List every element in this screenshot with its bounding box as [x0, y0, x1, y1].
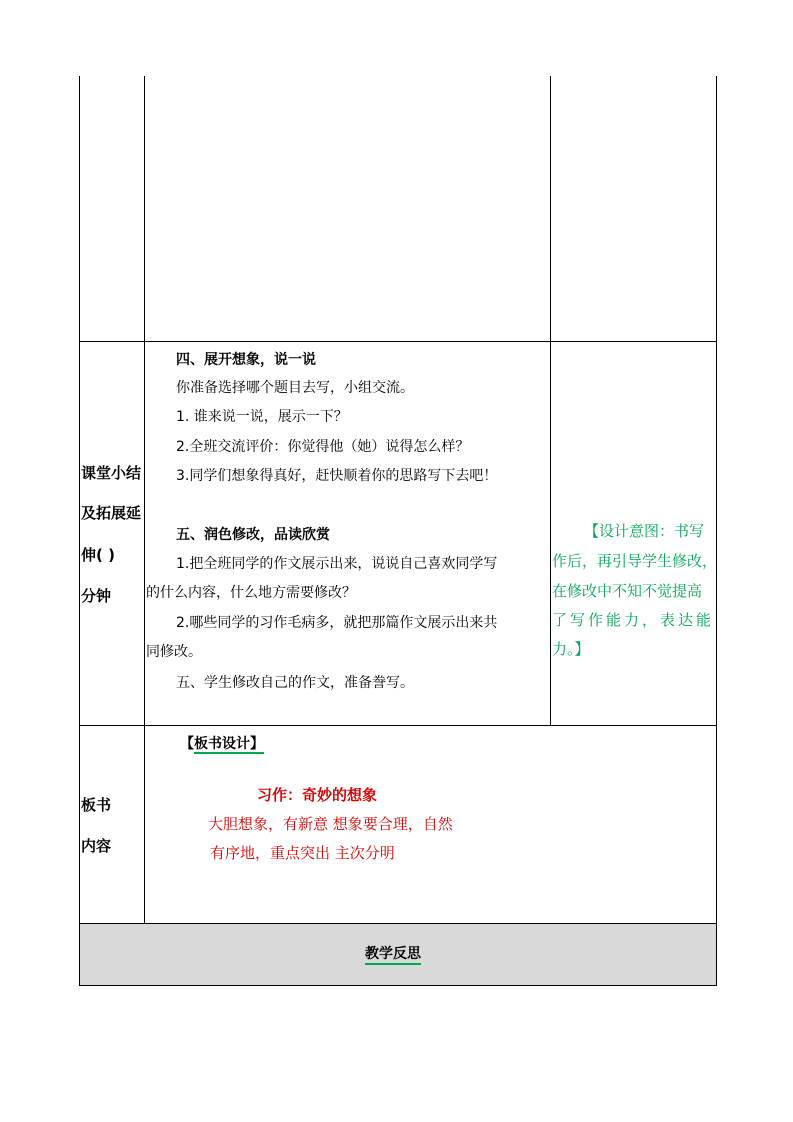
section-5-item-2-line-2: 同修改。: [146, 644, 202, 660]
row-label-board-line-2: 内容: [81, 837, 112, 855]
row-label-summary-line-4: 分钟: [81, 587, 112, 605]
row-label-board-line-1: 板书: [81, 796, 112, 814]
section-4-intro: 你准备选择哪个题目去写，小组交流。: [176, 380, 414, 396]
board-design-heading-text: 板书设计: [194, 736, 250, 752]
table-row-divider-2: [79, 725, 716, 726]
section-4-title: 四、展开想象，说一说: [176, 352, 316, 368]
table-col-divider-1: [144, 76, 145, 924]
design-intent-line-5: 力。】: [552, 640, 590, 658]
section-4-item-3: 3.同学们想象得真好，赶快顺着你的思路写下去吧！: [176, 468, 498, 484]
section-5-item-1-line-1: 1.把全班同学的作文展示出来，说说自己喜欢同学写: [176, 556, 498, 572]
row-label-summary-line-2: 及拓展延: [81, 504, 142, 522]
table-border-bottom: [79, 985, 716, 986]
section-4-item-1: 1. 谁来说一说，展示一下？: [176, 409, 348, 425]
table-row-divider-3: [79, 923, 716, 924]
table-row-divider-1: [79, 341, 716, 342]
section-5-item-1-line-2: 的什么内容，什么地方需要修改？: [146, 585, 356, 601]
section-5-title: 五、润色修改，品读欣赏: [176, 527, 330, 543]
board-design-bracket-left: 【: [180, 736, 194, 752]
design-intent-line-3: 在修改中不知不觉提高: [552, 582, 703, 600]
design-intent-line-4: 了写作能力，表达能: [552, 611, 715, 629]
table-col-divider-2: [550, 76, 551, 726]
row-label-summary-line-1: 课堂小结: [81, 464, 142, 482]
board-line-1: 大胆想象，有新意 想象要合理，自然: [208, 815, 453, 833]
board-design-heading: [180, 734, 264, 754]
section-5-item-2-line-1: 2.哪些同学的习作毛病多，就把那篇作文展示出来共: [176, 615, 498, 631]
row-label-summary-line-3: 伸( ): [81, 546, 115, 564]
design-intent-line-1: 【设计意图：书写: [584, 522, 705, 540]
board-line-2: 有序地，重点突出 主次分明: [210, 844, 395, 862]
table-border-left: [79, 76, 80, 986]
design-intent-line-2: 作后，再引导学生修改，: [552, 552, 718, 570]
section-4-item-2: 2.全班交流评价：你觉得他（她）说得怎么样？: [176, 439, 470, 455]
table-border-right: [716, 76, 717, 986]
board-title: 习作：奇妙的想象: [257, 786, 378, 804]
board-design-bracket-right: 】: [250, 736, 264, 752]
section-5-item-3: 五、学生修改自己的作文，准备誊写。: [176, 675, 414, 691]
reflection-title: 教学反思: [365, 945, 421, 965]
